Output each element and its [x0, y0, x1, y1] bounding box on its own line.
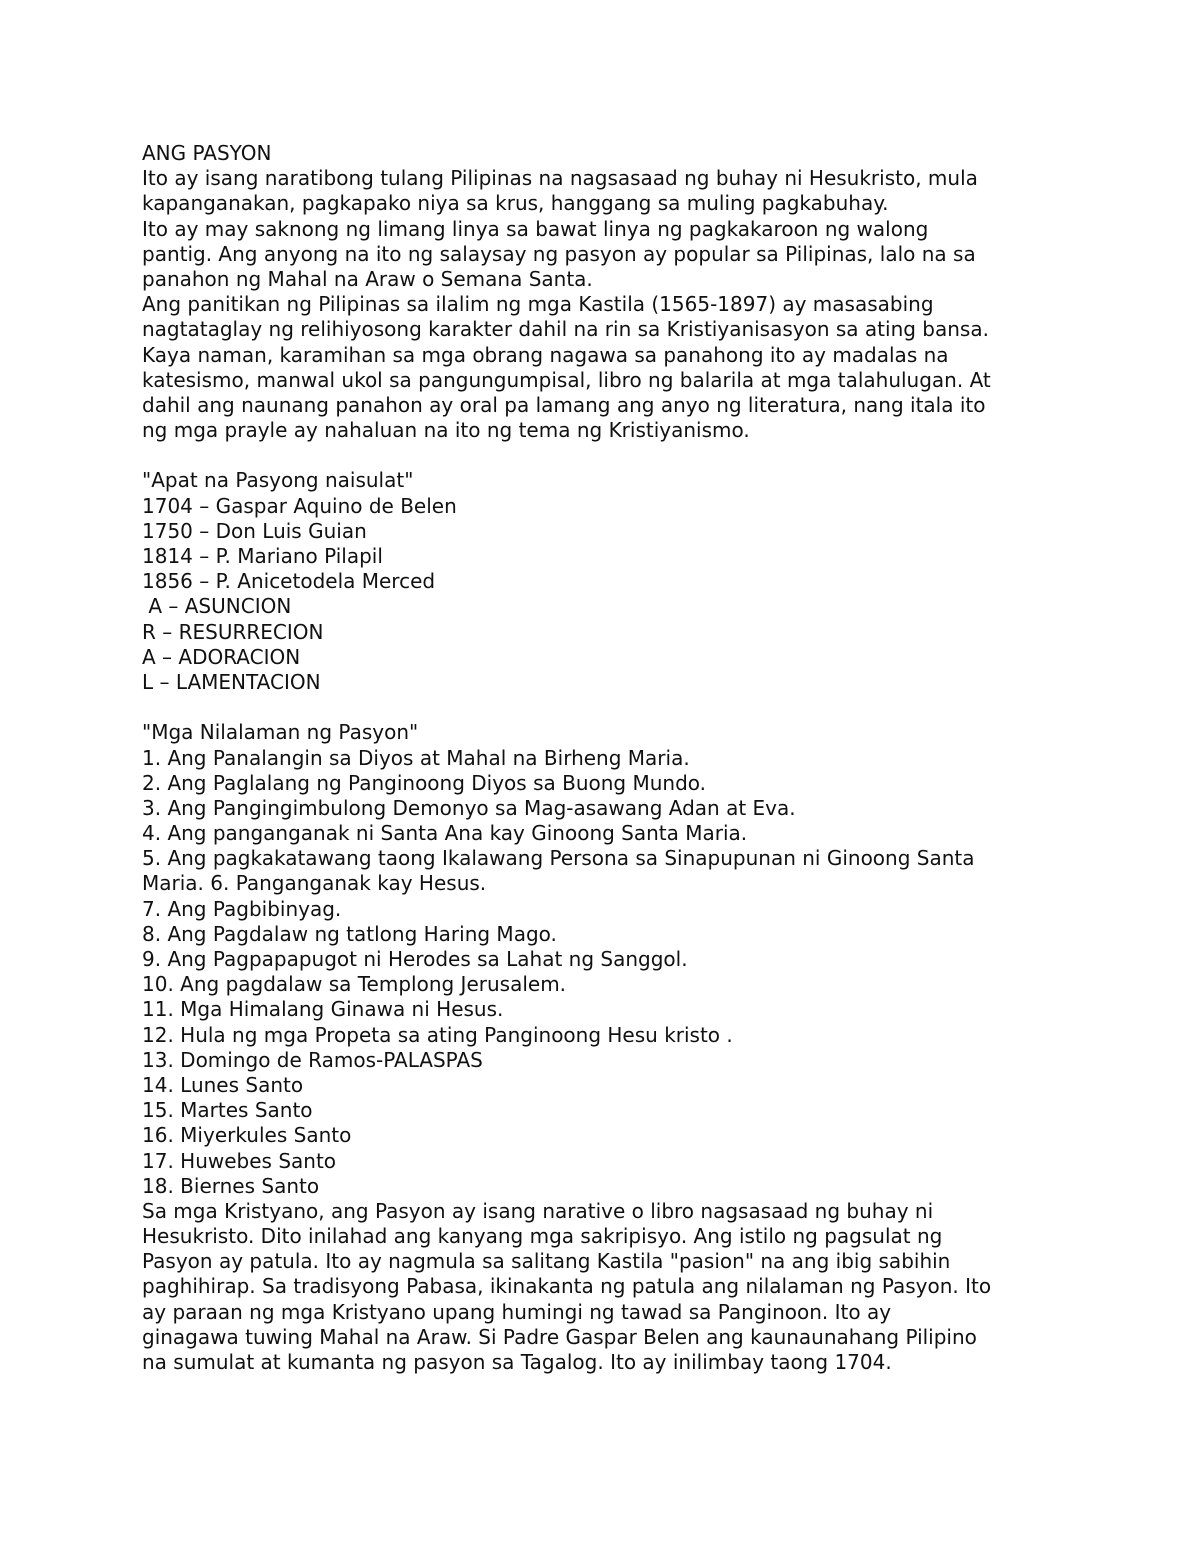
- list-item: 18. Biernes Santo: [142, 1173, 320, 1198]
- closing-line: ay paraan ng mga Kristyano upang humingi ng tawad sa Panginoon. Ito ay: [142, 1299, 892, 1324]
- closing-line: na sumulat at kumanta ng pasyon sa Tagalog. Ito ay inilimbay taong 1704.: [142, 1350, 892, 1374]
- list-item: 9. Ang Pagpapapugot ni Herodes sa Lahat ng Sanggol.: [142, 947, 688, 971]
- list-item: 11. Mga Himalang Ginawa ni Hesus.: [142, 997, 504, 1022]
- intro-line: pantig. Ang anyong na ito ng salaysay ng pasyon ay popular sa Pilipinas, lalo na sa: [142, 241, 976, 266]
- intro-line: Ito ay isang naratibong tulang Pilipinas na nagsasaad ng buhay ni Hesukristo, mula: [142, 166, 978, 191]
- list-item: 5. Ang pagkakatawang taong Ikalawang Persona sa Sinapupunan ni Ginoong Santa: [142, 846, 975, 871]
- list-item: 1856 – P. Anicetodela Merced: [142, 569, 436, 594]
- section-apat-na-pasyon: [142, 468, 1072, 695]
- intro-line: Ito ay may saknong ng limang linya sa bawat linya ng pagkakaroon ng walong: [142, 216, 929, 241]
- intro-line: kapanganakan, pagkapako niya sa krus, hanggang sa muling pagkabuhay.: [142, 191, 889, 216]
- list-item: 1750 – Don Luis Guian: [142, 518, 367, 543]
- list-item: 13. Domingo de Ramos-PALASPAS: [142, 1047, 483, 1072]
- list-item: 7. Ang Pagbibinyag.: [142, 896, 342, 921]
- list-item: R – RESURRECION: [142, 619, 324, 644]
- list-item: Maria. 6. Panganganak kay Hesus.: [142, 871, 487, 896]
- list-item: 17. Huwebes Santo: [142, 1148, 337, 1173]
- list-item: 14. Lunes Santo: [142, 1072, 304, 1097]
- intro-line: katesismo, manwal ukol sa pangungumpisal, libro ng balarila at mga talahulugan. At: [142, 367, 991, 392]
- intro-line: panahon ng Mahal na Araw o Semana Santa.: [142, 266, 593, 291]
- document-title: ANG PASYON: [142, 141, 272, 165]
- list-item: 1814 – P. Mariano Pilapil: [142, 544, 383, 568]
- intro-paragraphs: [142, 166, 1072, 443]
- intro-line: nagtataglay ng relihiyosong karakter dahil na rin sa Kristiyanisasyon sa ating bansa.: [142, 317, 989, 342]
- list-item: A – ADORACION: [142, 644, 301, 669]
- intro-line: Ang panitikan ng Pilipinas sa ilalim ng mga Kastila (1565-1897) ay masasabing: [142, 292, 934, 317]
- closing-line: Sa mga Kristyano, ang Pasyon ay isang narative o libro nagsasaad ng buhay ni: [142, 1198, 934, 1223]
- section-nilalaman: [142, 720, 1072, 1199]
- list-item: 8. Ang Pagdalaw ng tatlong Haring Mago.: [142, 921, 557, 946]
- list-item: A – ASUNCION: [142, 594, 292, 619]
- list-item: 12. Hula ng mga Propeta sa ating Panginoong Hesu kristo .: [142, 1022, 733, 1047]
- intro-line: ng mga prayle ay nahaluan na ito ng tema ng Kristiyanismo.: [142, 418, 750, 443]
- spacer: [142, 443, 1072, 468]
- closing-line: Pasyon ay patula. Ito ay nagmula sa salitang Kastila "pasion" na ang ibig sabihin: [142, 1249, 951, 1274]
- intro-line: dahil ang naunang panahon ay oral pa lamang ang anyo ng literatura, nang itala ito: [142, 392, 986, 417]
- list-item: 16. Miyerkules Santo: [142, 1123, 352, 1148]
- spacer: [142, 695, 1072, 720]
- closing-line: ginagawa tuwing Mahal na Araw. Si Padre Gaspar Belen ang kaunaunahang Pilipino: [142, 1324, 977, 1349]
- list-item: 3. Ang Pangingimbulong Demonyo sa Mag-asawang Adan at Eva.: [142, 795, 796, 820]
- document-page: [142, 141, 1072, 1375]
- list-item: 10. Ang pagdalaw sa Templong Jerusalem.: [142, 972, 567, 997]
- list-item: 15. Martes Santo: [142, 1098, 313, 1123]
- list-item: 1. Ang Panalangin sa Diyos at Mahal na Birheng Maria.: [142, 745, 690, 770]
- section-heading: "Apat na Pasyong naisulat": [142, 468, 414, 493]
- closing-line: paghihirap. Sa tradisyong Pabasa, ikinakanta ng patula ang nilalaman ng Pasyon. Ito: [142, 1274, 992, 1299]
- list-item: 2. Ang Paglalang ng Panginoong Diyos sa Buong Mundo.: [142, 770, 707, 795]
- list-item: 4. Ang panganganak ni Santa Ana kay Ginoong Santa Maria.: [142, 821, 748, 846]
- list-item: 1704 – Gaspar Aquino de Belen: [142, 493, 457, 518]
- intro-line: Kaya naman, karamihan sa mga obrang nagawa sa panahong ito ay madalas na: [142, 342, 949, 367]
- closing-line: Hesukristo. Dito inilahad ang kanyang mga sakripisyo. Ang istilo ng pagsulat ng: [142, 1224, 943, 1249]
- list-item: L – LAMENTACION: [142, 669, 321, 694]
- section-heading: "Mga Nilalaman ng Pasyon": [142, 720, 419, 745]
- closing-paragraph: [142, 1199, 1072, 1375]
